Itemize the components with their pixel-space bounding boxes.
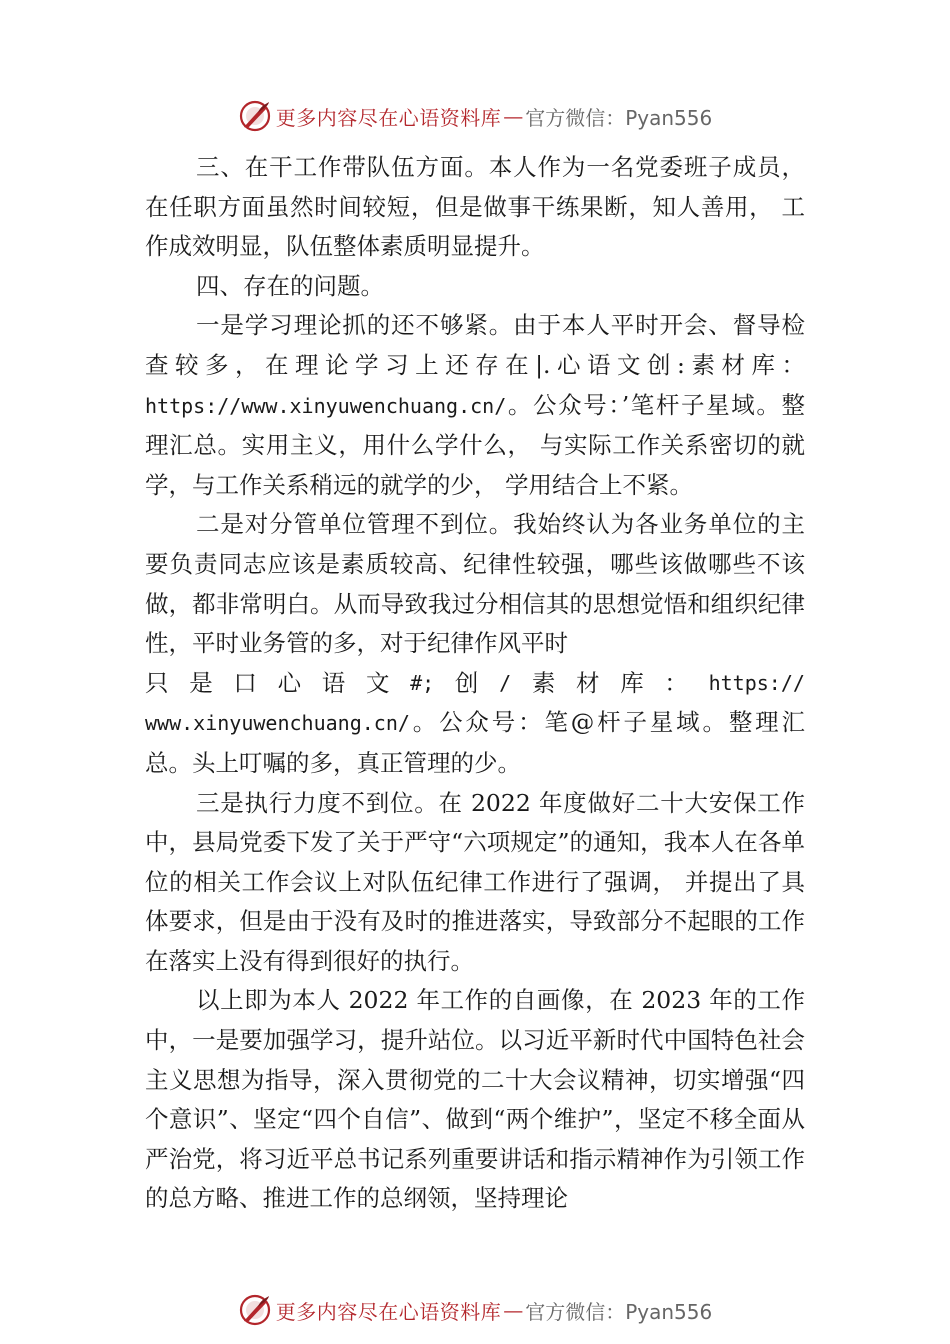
- banner-brand-text: 更多内容尽在心语资料库: [275, 105, 502, 130]
- wide-char: 语: [321, 668, 346, 697]
- banner-dash: —: [503, 1298, 524, 1322]
- footer-banner: [0, 1290, 950, 1330]
- wide-char: 文: [365, 668, 390, 697]
- wide-char: 是: [189, 668, 213, 697]
- paragraph-unit-management: [145, 505, 805, 663]
- wide-char: 素: [531, 668, 556, 697]
- wide-char: 心: [277, 668, 302, 697]
- wide-char: 创: [454, 668, 479, 697]
- banner-dash: —: [503, 104, 524, 128]
- wide-char: https://: [708, 670, 805, 695]
- banner-wechat-text: 官方微信：Pyan556: [525, 1299, 713, 1324]
- banner-brand-text: 更多内容尽在心语资料库: [275, 1299, 502, 1324]
- watermark-url: https://www.xinyuwenchuang.cn/: [145, 393, 507, 418]
- watermark-url: www.xinyuwenchuang.cn/: [145, 711, 410, 736]
- paragraph-team-building: 三、在干工作带队伍方面。本人作为一名党委班子成员，在任职方面虽然时间较短，但是做事干练果断，知人善用， 工作成效明显，队伍整体素质明显提升。: [145, 153, 805, 261]
- paragraph-execution: 三是执行力度不到位。在 2022 年度做好二十大安保工作中，县局党委下发了关于严守“六项规定”的通知，我本人在各单位的相关工作会议上对队伍纪律工作进行了强调， 并提出了具体要求，但是由于没有及时的推进落实，导致部分不起眼的工作在落实上没有得到很好的执行。: [145, 788, 805, 975]
- quill-seal-icon: [238, 1293, 272, 1327]
- paragraph-text: 一是学习理论抓的还不够紧。由于本人平时开会、督导检查较多，在理论学习上还存在|.心语文创:素材库：: [145, 311, 805, 379]
- paragraph-text: 。公众号：笔@杆子星域。整理汇总。头上叮嘱的多，真正管理的少。: [145, 708, 805, 777]
- header-banner: [0, 96, 950, 136]
- spread-watermark-line: [145, 664, 805, 704]
- wide-char: /: [499, 670, 512, 695]
- paragraph-theory-study: [145, 306, 805, 505]
- section-heading-problems: 四、存在的问题。: [196, 271, 384, 300]
- paragraph-unit-management-cont: [145, 703, 805, 783]
- quill-seal-icon: [238, 99, 272, 133]
- paragraph-summary: 以上即为本人 2022 年工作的自画像，在 2023 年的工作中，一是要加强学习，提升站位。以习近平新时代中国特色社会主义思想为指导，深入贯彻党的二十大会议精神，切实增强“四个意识”、坚定“四个自信”、做到“两个维护”，坚定不移全面从严治党，将习近平总书记系列重要讲话和指示精神作为引领工作的总方略、推进工作的总纲领，坚持理论: [145, 986, 805, 1213]
- banner-wechat-text: 官方微信：Pyan556: [525, 105, 713, 130]
- wide-char: 只: [145, 668, 169, 697]
- wide-char: 库: [620, 668, 644, 697]
- paragraph-text: 。公众号：’笔杆子星域。整理汇总。实用主义，用什么学什么， 与实际工作关系密切的就学，与工作关系稍远的就学的少， 学用结合上不紧。: [145, 390, 805, 499]
- wide-char: #;: [410, 670, 435, 695]
- paragraph-text: 二是对分管单位管理不到位。我始终认为各业务单位的主要负责同志应该是素质较高、纪律性较强，哪些该做哪些不该做，都非常明白。从而导致我过分相信其的思想觉悟和组织纪律性，平时业务管的多，对于纪律作风平时: [145, 510, 805, 658]
- wide-char: 口: [233, 668, 257, 697]
- wide-char: ：: [664, 668, 688, 697]
- wide-char: 材: [576, 668, 600, 697]
- document-body: [145, 148, 805, 1219]
